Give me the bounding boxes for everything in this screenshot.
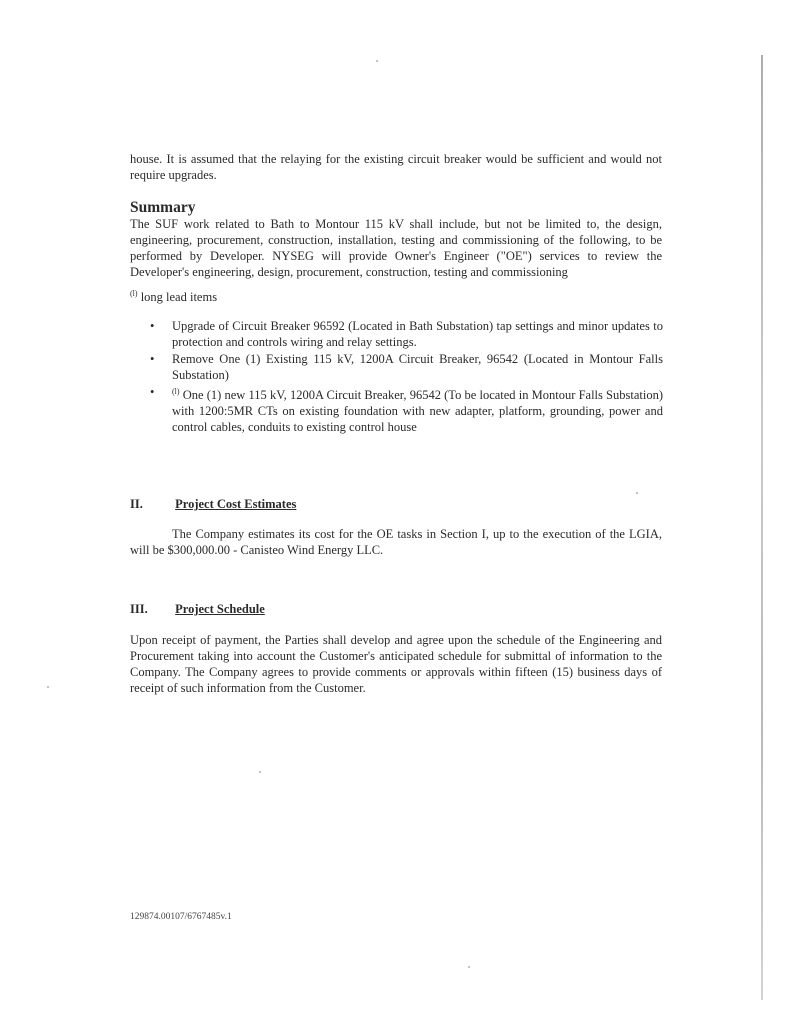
section-3-block	[130, 632, 662, 696]
bullet-icon: •	[150, 319, 155, 333]
section-3-heading	[130, 602, 265, 617]
intro-paragraph: house. It is assumed that the relaying for the existing circuit breaker would be sufficient and would not require upgrades.	[130, 152, 662, 182]
list-item	[150, 384, 663, 435]
section-2-heading	[130, 497, 296, 512]
bullet-icon: •	[150, 352, 155, 366]
bullet-icon: •	[150, 385, 155, 399]
scan-speck	[468, 966, 470, 968]
list-item-text: Upgrade of Circuit Breaker 96592 (Located in Bath Substation) tap settings and minor updates to protection and controls wiring and relay settings.	[172, 319, 663, 349]
section-3-paragraph: Upon receipt of payment, the Parties shall develop and agree upon the schedule of the Engineering and Procurement taking into account the Customer's anticipated schedule for submittal of information to the Company. The Company agrees to provide comments or approvals within fifteen (15) business days of receipt of such information from the Customer.	[130, 633, 662, 695]
long-lead-note	[130, 289, 217, 305]
summary-paragraph: The SUF work related to Bath to Montour 115 kV shall include, but not be limited to, the design, engineering, procurement, construction, installation, testing and commissioning of the following, to be performed by Developer. NYSEG will provide Owner's Engineer ("OE") services to review the Developer's engineering, design, procurement, construction, testing and commissioning	[130, 217, 662, 279]
list-item-marker: (l)	[172, 387, 180, 396]
scan-speck	[376, 60, 378, 62]
scan-speck	[47, 686, 49, 688]
scan-speck	[636, 492, 638, 494]
note-marker: (l)	[130, 289, 138, 298]
scan-speck	[259, 771, 261, 773]
section-3-title: Project Schedule	[175, 602, 265, 616]
section-2-block	[130, 526, 662, 558]
section-3-number: III.	[130, 602, 148, 616]
section-2-paragraph: The Company estimates its cost for the OE tasks in Section I, up to the execution of the LGIA, will be $300,000.00 - Canisteo Wind Energy LLC.	[130, 527, 662, 557]
list-item	[150, 318, 663, 350]
section-2-number: II.	[130, 497, 143, 511]
intro-block	[130, 151, 662, 183]
note-text: long lead items	[140, 290, 218, 304]
list-item-text: One (1) new 115 kV, 1200A Circuit Breaker, 96542 (To be located in Montour Falls Substation) with 1200:5MR CTs on existing foundation with new adapter, platform, grounding, power and control cables, conduits to existing control house	[172, 388, 663, 434]
list-item-text: Remove One (1) Existing 115 kV, 1200A Circuit Breaker, 96542 (Located in Montour Falls Substation)	[172, 352, 663, 382]
document-id-footer: 129874.00107/6767485v.1	[130, 912, 232, 922]
summary-block	[130, 216, 662, 280]
list-item	[150, 351, 663, 383]
summary-heading: Summary	[130, 199, 196, 216]
work-items-list	[150, 318, 663, 436]
scan-edge-line	[761, 55, 763, 1000]
section-2-title: Project Cost Estimates	[175, 497, 297, 511]
